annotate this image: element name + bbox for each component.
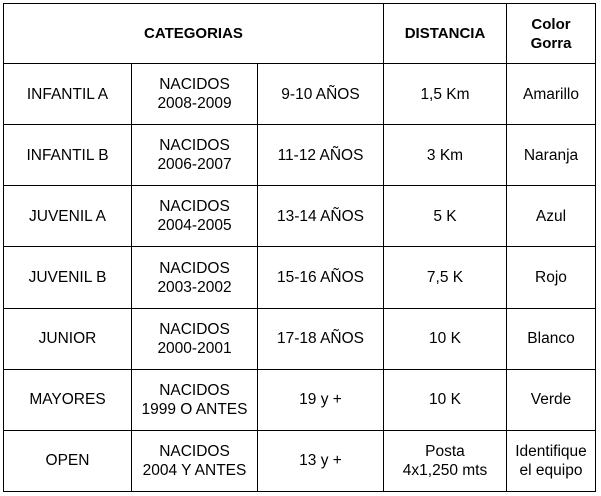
distance-cell [384,247,507,308]
cap-color-cell [507,369,596,430]
cap-color-cell-line1: Amarillo [523,85,579,103]
cap-color-cell [507,186,596,247]
table-row [4,64,596,125]
born-years-cell-line1: NACIDOS [159,137,230,155]
header-row [4,4,596,64]
age-cell-line1: 11-12 AÑOS [277,146,364,164]
header-color-gorra-line2: Gorra [530,34,572,52]
cap-color-cell [507,430,596,491]
category-cell-line1: JUVENIL B [28,269,107,287]
distance-cell-line1: Posta [425,442,465,460]
born-years-cell-line1: NACIDOS [159,198,230,216]
age-cell-line1: 13 y + [299,452,342,470]
born-years-cell-line2: 2006-2007 [157,156,232,174]
born-years-cell [132,430,258,491]
cap-color-cell-line2: el equipo [519,461,583,479]
header-categorias: CATEGORIAS [4,4,384,64]
age-cell-line1: 9-10 AÑOS [281,85,360,103]
category-cell-line1: INFANTIL B [26,146,109,164]
born-years-cell [132,186,258,247]
born-years-cell [132,369,258,430]
header-color-gorra [507,4,596,64]
category-cell [4,308,132,369]
born-years-cell [132,64,258,125]
category-cell-line1: MAYORES [29,391,106,409]
header-distancia: DISTANCIA [384,4,507,64]
born-years-cell-line2: 2003-2002 [157,278,232,296]
cap-color-cell-line1: Rojo [535,269,567,287]
table-row [4,308,596,369]
distance-cell [384,308,507,369]
table-row [4,430,596,491]
category-cell [4,125,132,186]
born-years-cell [132,247,258,308]
distance-cell-line1: 10 K [429,330,461,348]
born-years-cell-line2: 2004 Y ANTES [142,461,247,479]
age-cell-line1: 15-16 AÑOS [276,269,365,287]
born-years-cell-line1: NACIDOS [159,259,230,277]
born-years-cell [132,308,258,369]
distance-cell [384,369,507,430]
age-cell [258,125,384,186]
age-cell [258,247,384,308]
distance-cell-line1: 3 Km [426,146,464,164]
cap-color-cell-line1: Verde [530,391,572,409]
cap-color-cell-line1: Naranja [523,146,579,164]
category-cell [4,247,132,308]
cap-color-cell [507,247,596,308]
distance-cell [384,64,507,125]
born-years-cell-line1: NACIDOS [159,381,230,399]
category-cell-line1: OPEN [45,452,90,470]
table-row [4,369,596,430]
category-cell [4,64,132,125]
table-row [4,125,596,186]
category-cell-line1: JUVENIL A [29,207,106,225]
born-years-cell [132,125,258,186]
cap-color-cell-line1: Identifique [515,442,587,460]
age-cell [258,186,384,247]
categories-table [3,3,596,492]
cap-color-cell [507,125,596,186]
born-years-cell-line2: 1999 O ANTES [141,400,248,418]
born-years-cell-line1: NACIDOS [159,76,230,94]
cap-color-cell-line1: Azul [535,207,567,225]
born-years-cell-line2: 2000-2001 [157,339,232,357]
born-years-cell-line2: 2004-2005 [157,217,232,235]
cap-color-cell [507,308,596,369]
category-cell-line1: INFANTIL A [26,85,109,103]
distance-cell-line1: 10 K [429,391,461,409]
table-row [4,247,596,308]
category-cell-line1: JUNIOR [38,330,97,348]
age-cell [258,308,384,369]
age-cell-line1: 17-18 AÑOS [276,330,365,348]
cap-color-cell-line1: Blanco [527,330,575,348]
born-years-cell-line1: NACIDOS [159,442,230,460]
category-cell [4,430,132,491]
distance-cell [384,430,507,491]
distance-cell [384,186,507,247]
category-cell [4,369,132,430]
table-row [4,186,596,247]
born-years-cell-line2: 2008-2009 [157,95,232,113]
age-cell [258,64,384,125]
distance-cell-line2: 4x1,250 mts [402,461,488,479]
distance-cell-line1: 7,5 K [426,269,464,287]
distance-cell [384,125,507,186]
age-cell [258,369,384,430]
born-years-cell-line1: NACIDOS [159,320,230,338]
distance-cell-line1: 5 K [433,207,457,225]
cap-color-cell [507,64,596,125]
category-cell [4,186,132,247]
distance-cell-line1: 1,5 Km [420,85,470,103]
age-cell-line1: 13-14 AÑOS [276,207,365,225]
age-cell-line1: 19 y + [299,391,342,409]
age-cell [258,430,384,491]
header-color-gorra-line1: Color [531,15,571,33]
